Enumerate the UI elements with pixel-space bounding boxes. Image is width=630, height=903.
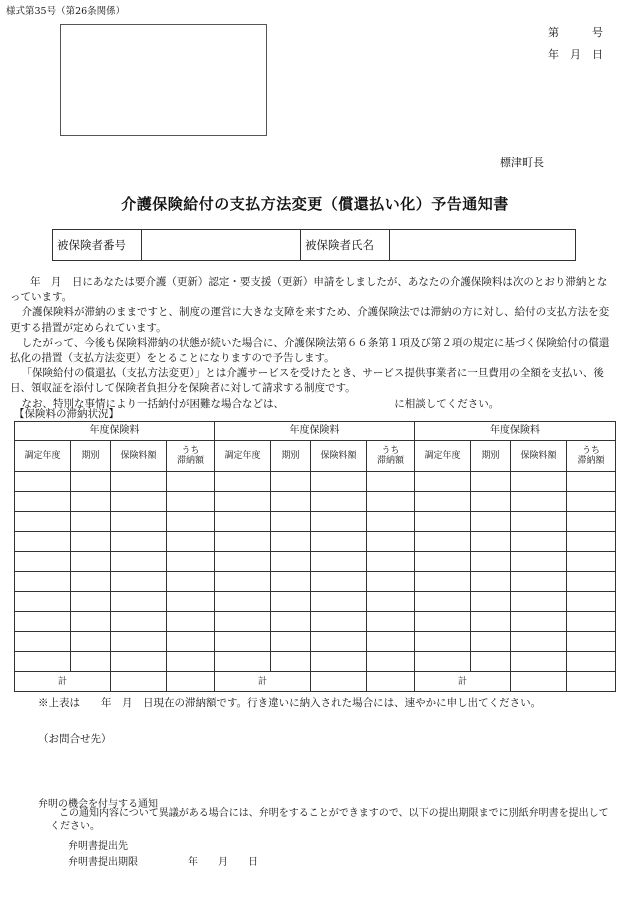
table-cell[interactable] — [471, 572, 511, 592]
table-cell[interactable] — [511, 612, 567, 632]
table-cell[interactable] — [167, 592, 215, 612]
col-uchi-line2: 滞納額 — [376, 456, 404, 466]
total-premium[interactable] — [511, 672, 567, 692]
table-cell[interactable] — [111, 652, 167, 672]
table-cell[interactable] — [15, 492, 71, 512]
table-cell[interactable] — [215, 532, 271, 552]
table-cell[interactable] — [511, 492, 567, 512]
table-cell[interactable] — [215, 592, 271, 612]
col-assessment-year: 調定年度 — [15, 441, 71, 472]
table-cell[interactable] — [567, 592, 616, 612]
year-group-header: 年度保険料 — [415, 422, 616, 441]
insured-name-label: 被保険者氏名 — [301, 230, 390, 261]
table-cell[interactable] — [15, 552, 71, 572]
table-row — [15, 632, 616, 652]
table-cell[interactable] — [311, 572, 367, 592]
table-cell[interactable] — [215, 472, 271, 492]
col-arrears-amount — [367, 441, 415, 472]
insured-number-label: 被保険者番号 — [53, 230, 142, 261]
col-uchi-line1: うち — [581, 446, 600, 456]
table-cell[interactable] — [215, 572, 271, 592]
table-cell[interactable] — [471, 472, 511, 492]
table-cell[interactable] — [471, 552, 511, 572]
year-group-header: 年度保険料 — [215, 422, 415, 441]
table-cell[interactable] — [471, 532, 511, 552]
table-row — [15, 612, 616, 632]
table-cell[interactable] — [111, 592, 167, 612]
arrears-year-header-row — [15, 422, 616, 441]
table-cell[interactable] — [15, 652, 71, 672]
table-cell[interactable] — [15, 592, 71, 612]
table-cell[interactable] — [311, 632, 367, 652]
col-uchi-line2: 滞納額 — [577, 456, 605, 466]
table-cell[interactable] — [415, 652, 471, 672]
total-label: 計 — [15, 672, 111, 692]
col-assessment-year: 調定年度 — [415, 441, 471, 472]
col-uchi-line1: うち — [381, 446, 400, 456]
table-cell[interactable] — [311, 652, 367, 672]
table-cell[interactable] — [215, 632, 271, 652]
notice-title: 弁明の機会を付与する通知 — [38, 799, 158, 810]
table-cell[interactable] — [15, 632, 71, 652]
table-row — [15, 652, 616, 672]
arrears-column-header-row — [15, 441, 616, 472]
table-cell[interactable] — [415, 572, 471, 592]
table-cell[interactable] — [415, 612, 471, 632]
table-cell[interactable] — [215, 652, 271, 672]
document-title: 介護保険給付の支払方法変更（償還払い化）予告通知書 — [121, 195, 509, 213]
total-arrears[interactable] — [367, 672, 415, 692]
table-cell[interactable] — [471, 632, 511, 652]
table-cell[interactable] — [71, 612, 111, 632]
table-cell[interactable] — [567, 472, 616, 492]
table-cell[interactable] — [567, 512, 616, 532]
table-cell[interactable] — [71, 552, 111, 572]
col-premium-amount: 保険料額 — [511, 441, 567, 472]
table-cell[interactable] — [567, 632, 616, 652]
table-cell[interactable] — [311, 512, 367, 532]
table-cell[interactable] — [511, 532, 567, 552]
col-uchi-line2: 滞納額 — [176, 456, 204, 466]
table-cell[interactable] — [367, 532, 415, 552]
table-cell[interactable] — [15, 612, 71, 632]
table-row — [15, 492, 616, 512]
body-paragraph: 「保険給付の償還払（支払方法変更）」とは介護サービスを受けたとき、サービス提供事業者に一旦費用の全額を支払い、後日、領収証を添付して保険者負担分を保険者に対して請求する制度です。 — [10, 367, 604, 395]
table-cell[interactable] — [111, 612, 167, 632]
insured-info-table — [52, 229, 576, 261]
table-cell[interactable] — [271, 572, 311, 592]
insured-name-field[interactable] — [390, 230, 576, 261]
total-label: 計 — [415, 672, 511, 692]
table-row — [15, 512, 616, 532]
table-cell[interactable] — [111, 532, 167, 552]
submission-deadline: 弁明書提出期限 年 月 日 — [68, 857, 258, 868]
col-assessment-year: 調定年度 — [215, 441, 271, 472]
table-cell[interactable] — [111, 632, 167, 652]
col-period: 期別 — [471, 441, 511, 472]
issue-date: 年 月 日 — [548, 48, 603, 61]
year-group-header: 年度保険料 — [15, 422, 215, 441]
table-cell[interactable] — [167, 552, 215, 572]
table-cell[interactable] — [311, 552, 367, 572]
table-cell[interactable] — [71, 592, 111, 612]
total-label: 計 — [215, 672, 311, 692]
table-cell[interactable] — [367, 492, 415, 512]
table-cell[interactable] — [271, 492, 311, 512]
issue-number: 第 号 — [548, 26, 603, 39]
table-cell[interactable] — [415, 552, 471, 572]
stamp-area — [60, 24, 267, 136]
arrears-rows — [15, 472, 616, 672]
table-cell[interactable] — [511, 572, 567, 592]
table-cell[interactable] — [511, 632, 567, 652]
table-cell[interactable] — [111, 472, 167, 492]
table-cell[interactable] — [215, 552, 271, 572]
table-row — [15, 592, 616, 612]
table-cell[interactable] — [71, 492, 111, 512]
col-uchi-line1: うち — [181, 446, 200, 456]
col-period: 期別 — [271, 441, 311, 472]
table-cell[interactable] — [511, 592, 567, 612]
total-premium[interactable] — [311, 672, 367, 692]
table-cell[interactable] — [367, 612, 415, 632]
table-cell[interactable] — [511, 552, 567, 572]
total-arrears[interactable] — [167, 672, 215, 692]
table-cell[interactable] — [511, 472, 567, 492]
table-cell[interactable] — [567, 492, 616, 512]
col-arrears-amount — [167, 441, 215, 472]
table-cell[interactable] — [167, 532, 215, 552]
table-cell[interactable] — [511, 512, 567, 532]
col-arrears-amount — [567, 441, 616, 472]
table-cell[interactable] — [71, 652, 111, 672]
table-cell[interactable] — [271, 472, 311, 492]
table-cell[interactable] — [471, 652, 511, 672]
table-cell[interactable] — [215, 492, 271, 512]
total-arrears[interactable] — [567, 672, 616, 692]
table-cell[interactable] — [367, 552, 415, 572]
table-cell[interactable] — [271, 592, 311, 612]
table-row — [15, 532, 616, 552]
table-cell[interactable] — [71, 532, 111, 552]
body-paragraph: 介護保険料が滞納のままですと、制度の運営に大きな支障を来すため、介護保険法では滞納の方に対し、給付の支払方法を変更する措置が定められています。 — [10, 306, 610, 334]
table-cell[interactable] — [215, 512, 271, 532]
table-cell[interactable] — [71, 512, 111, 532]
table-cell[interactable] — [111, 512, 167, 532]
table-cell[interactable] — [15, 572, 71, 592]
body-paragraph: 年 月 日にあなたは要介護（更新）認定・要支援（更新）申請をしましたが、あなたの介護保険料は次のとおり滞納となっています。 — [10, 276, 608, 304]
table-cell[interactable] — [311, 592, 367, 612]
table-cell[interactable] — [415, 512, 471, 532]
table-cell[interactable] — [71, 472, 111, 492]
table-cell[interactable] — [271, 612, 311, 632]
table-cell[interactable] — [311, 612, 367, 632]
body-text — [10, 275, 614, 412]
table-cell[interactable] — [471, 512, 511, 532]
table-cell[interactable] — [271, 512, 311, 532]
table-cell[interactable] — [271, 552, 311, 572]
arrears-total-row — [15, 672, 616, 692]
table-cell[interactable] — [415, 472, 471, 492]
table-row — [15, 552, 616, 572]
table-cell[interactable] — [415, 592, 471, 612]
table-cell[interactable] — [511, 652, 567, 672]
table-cell[interactable] — [167, 492, 215, 512]
table-cell[interactable] — [367, 572, 415, 592]
body-paragraph: なお、特別な事情により一括納付が困難な場合などは、 に相談してください。 — [21, 397, 500, 410]
col-premium-amount: 保険料額 — [111, 441, 167, 472]
table-cell[interactable] — [111, 572, 167, 592]
table-cell[interactable] — [567, 552, 616, 572]
table-cell[interactable] — [567, 652, 616, 672]
table-cell[interactable] — [311, 532, 367, 552]
table-cell[interactable] — [167, 612, 215, 632]
total-premium[interactable] — [111, 672, 167, 692]
table-cell[interactable] — [471, 492, 511, 512]
table-cell[interactable] — [71, 632, 111, 652]
table-cell[interactable] — [567, 532, 616, 552]
table-cell[interactable] — [567, 572, 616, 592]
table-cell[interactable] — [167, 632, 215, 652]
table-cell[interactable] — [471, 592, 511, 612]
arrears-note: ※上表は 年 月 日現在の滞納額です。行き違いに納入された場合には、速やかに申し出てください。 — [38, 697, 542, 709]
table-cell[interactable] — [111, 492, 167, 512]
submission-destination: 弁明書提出先 — [68, 841, 128, 852]
issuer: 標津町長 — [500, 156, 544, 169]
table-cell[interactable] — [15, 532, 71, 552]
table-cell[interactable] — [271, 652, 311, 672]
body-paragraph: したがって、今後も保険料滞納の状態が続いた場合に、介護保険法第６６条第１項及び第２項の規定に基づく保険給付の償還払化の措置（支払方法変更）をとることになりますので予告します。 — [10, 336, 610, 365]
table-cell[interactable] — [167, 652, 215, 672]
table-cell[interactable] — [71, 572, 111, 592]
contact-label: （お問合せ先） — [38, 733, 112, 745]
table-cell[interactable] — [415, 492, 471, 512]
table-cell[interactable] — [367, 632, 415, 652]
table-cell[interactable] — [367, 472, 415, 492]
arrears-section-label: 【保険料の滞納状況】 — [14, 408, 119, 420]
table-cell[interactable] — [367, 652, 415, 672]
arrears-table — [14, 421, 616, 692]
table-row — [15, 472, 616, 492]
table-row — [15, 572, 616, 592]
table-cell[interactable] — [311, 492, 367, 512]
table-cell[interactable] — [311, 472, 367, 492]
table-cell[interactable] — [367, 512, 415, 532]
table-cell[interactable] — [367, 592, 415, 612]
table-cell[interactable] — [271, 532, 311, 552]
table-cell[interactable] — [167, 572, 215, 592]
table-cell[interactable] — [15, 472, 71, 492]
table-cell[interactable] — [167, 512, 215, 532]
form-number: 様式第35号（第26条関係） — [6, 6, 126, 17]
notice-body: この通知内容について異議がある場合には、弁明をすることができますので、以下の提出期限までに別紙弁明書を提出してください。 — [50, 808, 609, 832]
insured-number-field[interactable] — [142, 230, 301, 261]
table-cell[interactable] — [15, 512, 71, 532]
table-cell[interactable] — [167, 472, 215, 492]
col-period: 期別 — [71, 441, 111, 472]
col-premium-amount: 保険料額 — [311, 441, 367, 472]
table-cell[interactable] — [215, 612, 271, 632]
table-cell[interactable] — [271, 632, 311, 652]
table-cell[interactable] — [415, 532, 471, 552]
table-cell[interactable] — [471, 612, 511, 632]
table-cell[interactable] — [567, 612, 616, 632]
table-cell[interactable] — [111, 552, 167, 572]
table-cell[interactable] — [415, 632, 471, 652]
